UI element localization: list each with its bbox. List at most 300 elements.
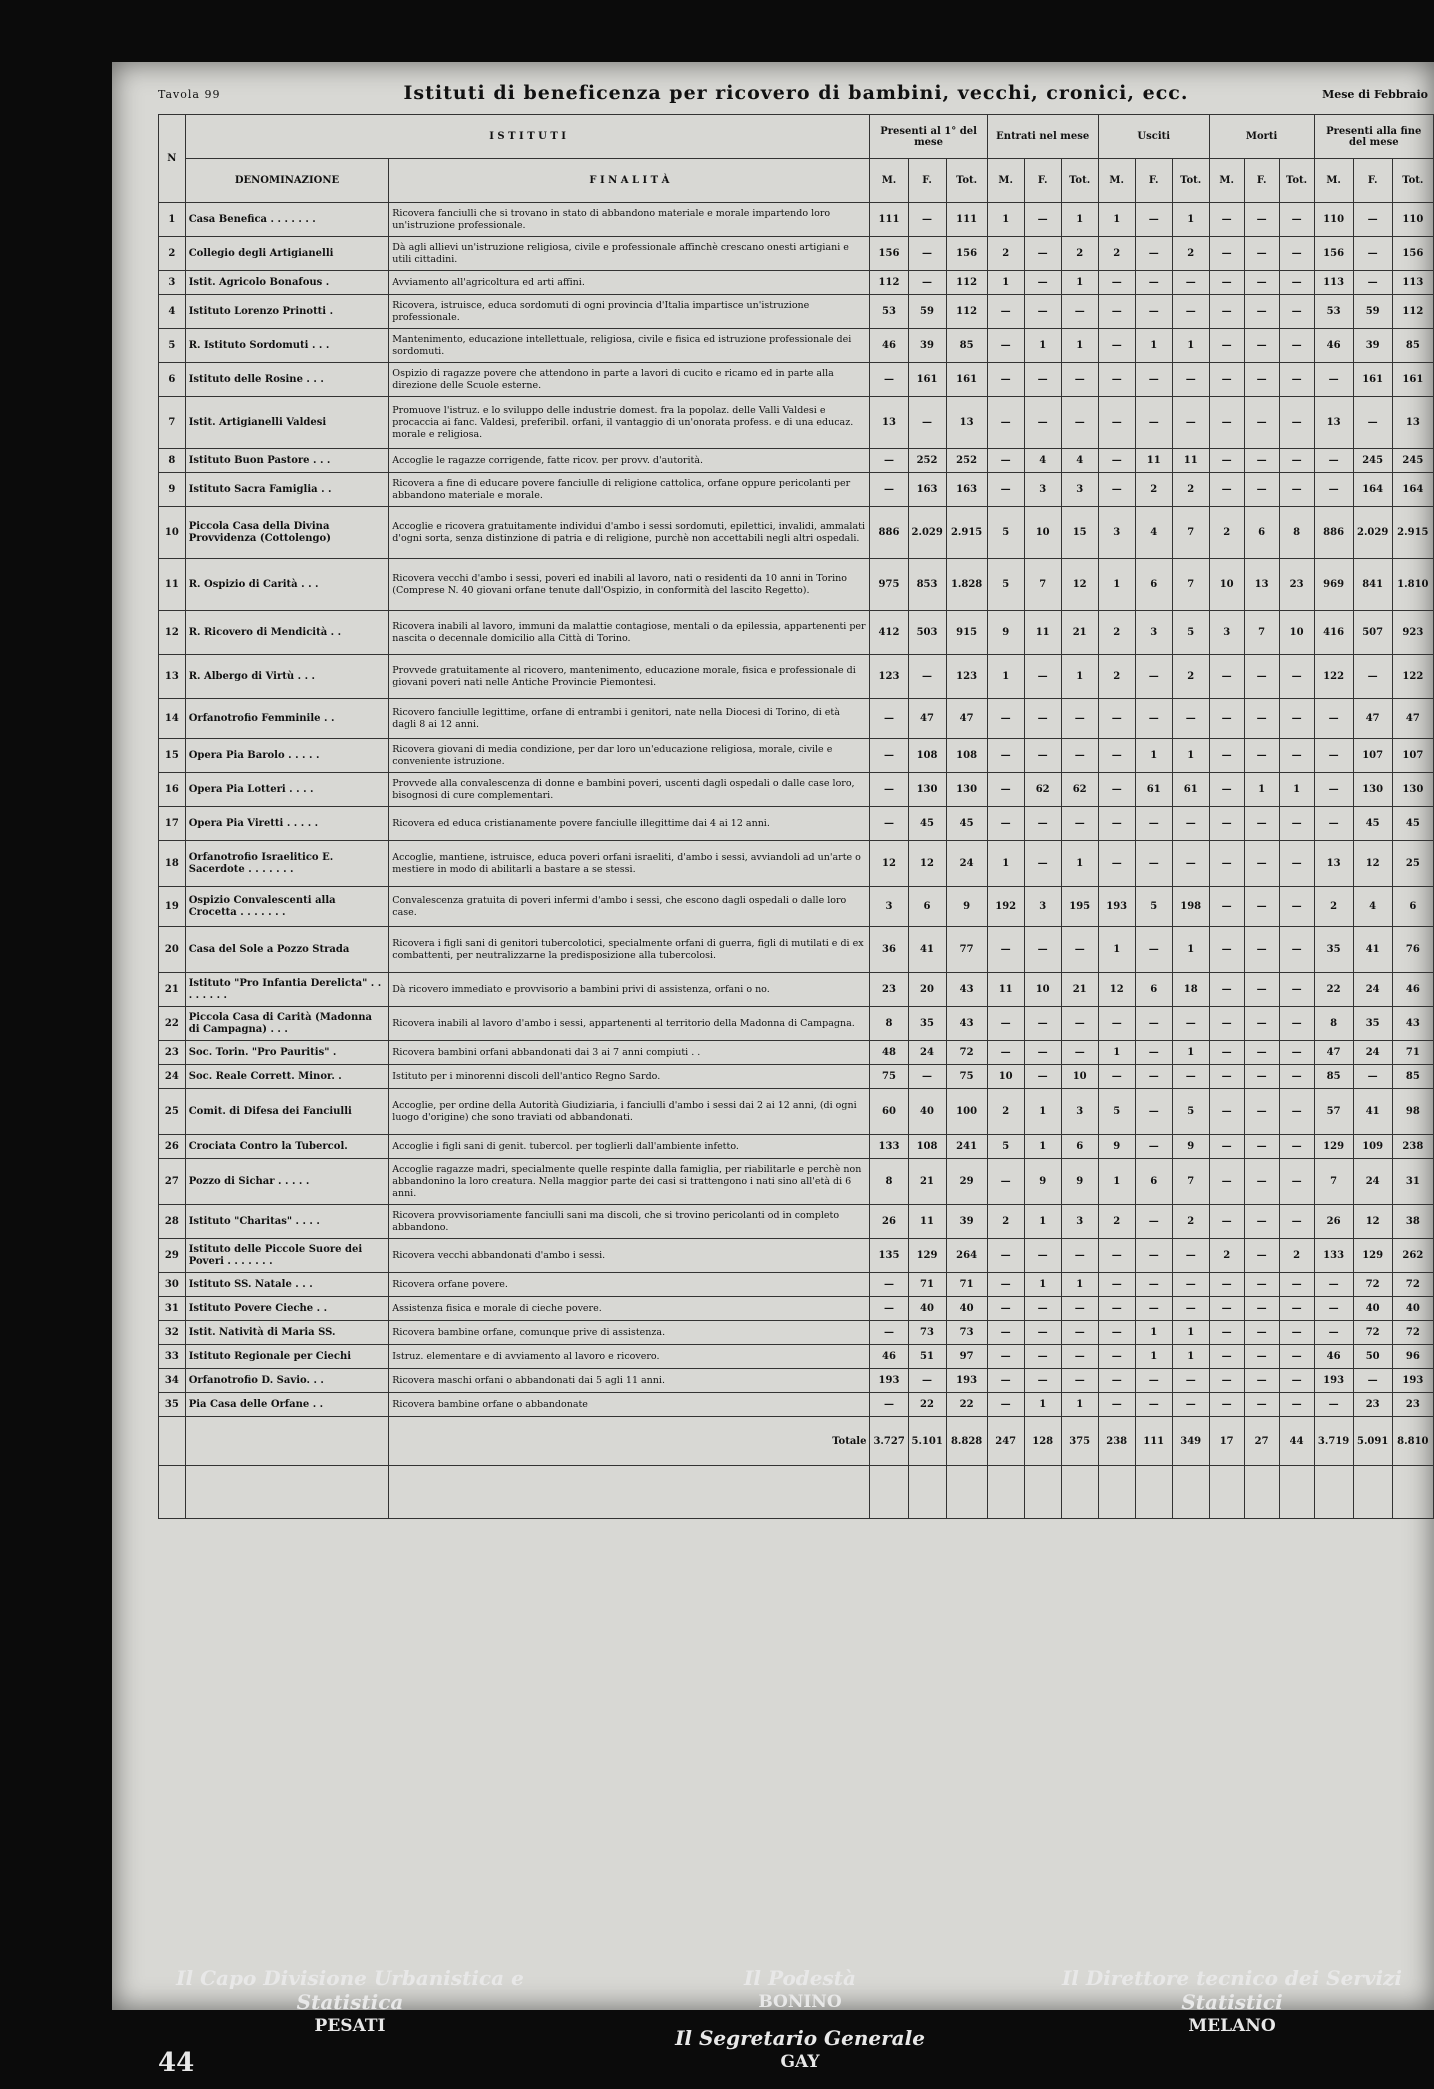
count-cell: 46 [1392,973,1433,1007]
count-cell: 47 [1353,699,1392,739]
count-cell: — [870,449,908,473]
count-cell: — [1135,1239,1172,1273]
count-cell: 11 [908,1205,946,1239]
count-cell: 1 [1135,329,1172,363]
count-cell: — [1061,295,1098,329]
count-cell: 45 [946,807,987,841]
count-cell: 24 [946,841,987,887]
count-cell: — [1314,1273,1353,1297]
count-cell: 130 [946,773,987,807]
count-cell: 21 [908,1159,946,1205]
count-cell: 46 [870,329,908,363]
institute-name: Istituto "Charitas" . . . . [185,1205,389,1239]
count-cell: — [1209,363,1244,397]
count-cell: — [1244,1369,1279,1393]
count-cell: 10 [987,1065,1024,1089]
count-cell: 8 [1314,1007,1353,1041]
institute-purpose: Ricovera provvisoriamente fanciulli sani ma discoli, che si trovino pericolanti od in completo abbandono. [389,1205,870,1239]
count-cell: — [1279,1297,1314,1321]
count-cell: — [1244,363,1279,397]
row-number: 5 [159,329,186,363]
count-cell: — [1353,237,1392,271]
count-cell: 20 [908,973,946,1007]
table-row [159,1321,1434,1345]
col-presenti-fine-m: M. [1314,159,1353,203]
table-row [159,559,1434,611]
signature-block [0,1966,1434,2086]
count-cell: 4 [1353,887,1392,927]
count-cell: 1 [1024,1273,1061,1297]
count-cell: 123 [946,655,987,699]
count-cell: — [1135,295,1172,329]
count-cell: 85 [1392,1065,1433,1089]
row-number: 30 [159,1273,186,1297]
count-cell: — [1279,203,1314,237]
count-cell: 13 [946,397,987,449]
count-cell: — [1244,1205,1279,1239]
count-cell: 2 [1172,1205,1209,1239]
count-cell: — [1209,473,1244,507]
count-cell: — [987,1369,1024,1393]
count-cell: 2 [1209,507,1244,559]
institute-purpose: Ricovera maschi orfani o abbandonati dai 5 agli 11 anni. [389,1369,870,1393]
count-cell: 111 [946,203,987,237]
count-cell: — [1061,1297,1098,1321]
total-cell: 111 [1135,1417,1172,1466]
count-cell: 416 [1314,611,1353,655]
count-cell: — [1244,1065,1279,1089]
count-cell: — [987,473,1024,507]
blank-cell [908,1466,946,1519]
col-presenti-inizio: Presenti al 1° del mese [870,115,987,159]
count-cell: — [1209,1159,1244,1205]
count-cell: 72 [946,1041,987,1065]
count-cell: 46 [870,1345,908,1369]
count-cell: — [1098,841,1135,887]
register-sheet [112,62,1434,2010]
count-cell: 7 [1244,611,1279,655]
count-cell: — [1244,927,1279,973]
count-cell: — [1279,1369,1314,1393]
count-cell: — [870,1273,908,1297]
count-cell: 1 [1024,1205,1061,1239]
count-cell: — [1135,1205,1172,1239]
count-cell: — [1209,807,1244,841]
count-cell: — [1209,1345,1244,1369]
count-cell: — [1279,887,1314,927]
count-cell: 1 [987,655,1024,699]
count-cell: 198 [1172,887,1209,927]
table-row [159,887,1434,927]
table-row [159,1239,1434,1273]
count-cell: 5 [987,507,1024,559]
count-cell: — [1172,1369,1209,1393]
count-cell: 1 [1135,1345,1172,1369]
institute-name: Opera Pia Lotteri . . . . [185,773,389,807]
count-cell: — [1209,773,1244,807]
blank-cell [1279,1466,1314,1519]
count-cell: — [1244,1135,1279,1159]
institute-purpose: Ricovera vecchi d'ambo i sessi, poveri ed inabili al lavoro, nati o residenti da 10 anni in Torino (Comprese N. 40 giovani orfane tenute dall'Ospizio, in conformità del lascito Regetto). [389,559,870,611]
count-cell: — [908,237,946,271]
count-cell: 22 [1314,973,1353,1007]
count-cell: — [1314,449,1353,473]
signature-capo-divisione: Il Capo Divisione Urbanistica e Statistica PESATI [176,1966,524,2036]
count-cell: 61 [1172,773,1209,807]
count-cell: 7 [1024,559,1061,611]
count-cell: — [1135,1135,1172,1159]
count-cell: — [987,449,1024,473]
count-cell: — [1098,773,1135,807]
institute-purpose: Ricovera inabili al lavoro d'ambo i sessi, appartenenti al territorio della Madonna di Campagna. [389,1007,870,1041]
count-cell: — [1024,203,1061,237]
count-cell: 1 [1061,655,1098,699]
table-row [159,1297,1434,1321]
count-cell: 6 [908,887,946,927]
count-cell: 18 [1172,973,1209,1007]
col-n: N [159,115,186,203]
institute-purpose: Assistenza fisica e morale di cieche povere. [389,1297,870,1321]
count-cell: — [1135,203,1172,237]
count-cell: 135 [870,1239,908,1273]
row-number: 32 [159,1321,186,1345]
count-cell: 9 [1172,1135,1209,1159]
count-cell: 11 [1135,449,1172,473]
count-cell: — [1279,1273,1314,1297]
count-cell: — [1172,397,1209,449]
count-cell: 853 [908,559,946,611]
institute-name: R. Istituto Sordomuti . . . [185,329,389,363]
table-row [159,655,1434,699]
count-cell: — [1353,1065,1392,1089]
institute-purpose: Accoglie, mantiene, istruisce, educa poveri orfani israeliti, d'ambo i sessi, avviandoli ad un'arte o mestiere in modo di abilitarli a bastare a se stessi. [389,841,870,887]
totals-label: Totale [389,1417,870,1466]
count-cell: 156 [946,237,987,271]
count-cell: — [1135,1273,1172,1297]
count-cell: — [1279,739,1314,773]
blank-cell [1353,1466,1392,1519]
count-cell: 156 [1392,237,1433,271]
count-cell: 10 [1024,973,1061,1007]
count-cell: — [1209,329,1244,363]
blank-cell [1024,1466,1061,1519]
count-cell: 9 [1061,1159,1098,1205]
total-cell: 17 [1209,1417,1244,1466]
count-cell: 2 [1098,655,1135,699]
row-number: 8 [159,449,186,473]
count-cell: — [1024,1297,1061,1321]
count-cell: — [1244,473,1279,507]
count-cell: 2.915 [946,507,987,559]
count-cell: 112 [1392,295,1433,329]
count-cell: — [1209,1007,1244,1041]
count-cell: 9 [1098,1135,1135,1159]
institute-name: Istituto Sacra Famiglia . . [185,473,389,507]
count-cell: — [1209,739,1244,773]
count-cell: 13 [1314,841,1353,887]
count-cell: 2 [1098,611,1135,655]
count-cell: 4 [1024,449,1061,473]
totals-row [159,1417,1434,1466]
count-cell: — [1209,1369,1244,1393]
count-cell: — [1135,1065,1172,1089]
institute-name: Soc. Reale Corrett. Minor. . [185,1065,389,1089]
count-cell: 2 [1135,473,1172,507]
row-number: 20 [159,927,186,973]
count-cell: — [1314,739,1353,773]
total-cell: 128 [1024,1417,1061,1466]
col-entrati-tot: Tot. [1061,159,1098,203]
table-row [159,1205,1434,1239]
institute-name: Istituto Povere Cieche . . [185,1297,389,1321]
count-cell: 98 [1392,1089,1433,1135]
count-cell: 35 [1314,927,1353,973]
table-row [159,1065,1434,1089]
col-presenti-inizio-m: M. [870,159,908,203]
count-cell: — [1244,271,1279,295]
count-cell: 23 [1279,559,1314,611]
total-cell: 375 [1061,1417,1098,1466]
count-cell: 133 [870,1135,908,1159]
table-row [159,507,1434,559]
count-cell: 193 [946,1369,987,1393]
count-cell: 7 [1172,1159,1209,1205]
count-cell: — [1244,1159,1279,1205]
count-cell: — [1279,1159,1314,1205]
blank-cell [1061,1466,1098,1519]
institute-purpose: Ricovera, istruisce, educa sordomuti di ogni provincia d'Italia impartisce un'istruzione professionale. [389,295,870,329]
count-cell: 252 [908,449,946,473]
table-row [159,1369,1434,1393]
count-cell: — [870,473,908,507]
row-number: 21 [159,973,186,1007]
count-cell: 47 [1392,699,1433,739]
count-cell: 2 [987,1089,1024,1135]
blank-cell [389,1466,870,1519]
count-cell: 2.029 [1353,507,1392,559]
count-cell: — [870,1393,908,1417]
count-cell: 36 [870,927,908,973]
institute-purpose: Ricovera bambine orfane, comunque prive di assistenza. [389,1321,870,1345]
count-cell: 9 [987,611,1024,655]
count-cell: 238 [1392,1135,1433,1159]
count-cell: — [1061,807,1098,841]
table-row [159,927,1434,973]
count-cell: — [1279,449,1314,473]
count-cell: — [1098,397,1135,449]
count-cell: 12 [1353,841,1392,887]
count-cell: 24 [1353,1159,1392,1205]
count-cell: 164 [1353,473,1392,507]
count-cell: — [1061,699,1098,739]
count-cell: — [1353,271,1392,295]
blank-cell [159,1466,186,1519]
count-cell: — [1024,655,1061,699]
count-cell: 1 [987,203,1024,237]
count-cell: 107 [1392,739,1433,773]
count-cell: 57 [1314,1089,1353,1135]
count-cell: — [1244,739,1279,773]
col-denominazione: DENOMINAZIONE [185,159,389,203]
institute-purpose: Ricovera giovani di media condizione, per dar loro un'educazione religiosa, morale, civile e conveniente istruzione. [389,739,870,773]
count-cell: 47 [1314,1041,1353,1065]
count-cell: 2 [1209,1239,1244,1273]
count-cell: 76 [1392,927,1433,973]
count-cell: 73 [908,1321,946,1345]
count-cell: — [1061,1345,1098,1369]
row-number: 31 [159,1297,186,1321]
count-cell: 245 [1353,449,1392,473]
count-cell: 110 [1392,203,1433,237]
count-cell: 2 [1172,473,1209,507]
page-title: Istituti di beneficenza per ricovero di bambini, vecchi, cronici, ecc. [403,82,1189,104]
count-cell: — [1244,1007,1279,1041]
count-cell: 53 [1314,295,1353,329]
total-cell: 3.719 [1314,1417,1353,1466]
count-cell: — [1244,841,1279,887]
institute-purpose: Dà ricovero immediato e provvisorio a bambini privi di assistenza, orfani o no. [389,973,870,1007]
institute-purpose: Provvede gratuitamente al ricovero, mantenimento, educazione morale, fisica e professionale di giovani poveri nati nelle Antiche Provincie Piemontesi. [389,655,870,699]
institute-purpose: Ricovera vecchi abbandonati d'ambo i sessi. [389,1239,870,1273]
count-cell: 5 [1135,887,1172,927]
count-cell: 2 [1279,1239,1314,1273]
table-row [159,271,1434,295]
institute-name: Istituto Lorenzo Prinotti . [185,295,389,329]
count-cell: 241 [946,1135,987,1159]
count-cell: 1 [1279,773,1314,807]
table-row [159,1159,1434,1205]
count-cell: — [1024,237,1061,271]
count-cell: 24 [1353,973,1392,1007]
total-cell: 8.828 [946,1417,987,1466]
institute-name: Istituto delle Rosine . . . [185,363,389,397]
count-cell: — [987,363,1024,397]
institute-name: Orfanotrofio Femminile . . [185,699,389,739]
count-cell: 123 [870,655,908,699]
count-cell: 10 [1061,1065,1098,1089]
table-row [159,973,1434,1007]
count-cell: 2.029 [908,507,946,559]
count-cell: 130 [1392,773,1433,807]
count-cell: 35 [908,1007,946,1041]
count-cell: 22 [908,1393,946,1417]
institute-name: R. Ospizio di Carità . . . [185,559,389,611]
count-cell: — [987,1159,1024,1205]
count-cell: 41 [1353,927,1392,973]
count-cell: — [987,1321,1024,1345]
institute-purpose: Ricovera fanciulli che si trovano in stato di abbandono materiale e morale impartendo loro un'istruzione professionale. [389,203,870,237]
institute-purpose: Mantenimento, educazione intellettuale, religiosa, civile e fisica ed istruzione professionale dei sordomuti. [389,329,870,363]
table-row [159,203,1434,237]
totals-spacer [185,1417,389,1466]
count-cell: 109 [1353,1135,1392,1159]
count-cell: 5 [987,1135,1024,1159]
count-cell: — [1209,655,1244,699]
total-cell: 44 [1279,1417,1314,1466]
count-cell: — [1098,807,1135,841]
institute-name: Opera Pia Barolo . . . . . [185,739,389,773]
count-cell: — [1244,1239,1279,1273]
count-cell: 62 [1061,773,1098,807]
count-cell: 1 [1061,841,1098,887]
count-cell: 72 [1392,1273,1433,1297]
count-cell: 12 [1353,1205,1392,1239]
count-cell: — [1061,1007,1098,1041]
table-row [159,611,1434,655]
institute-name: Istituto delle Piccole Suore dei Poveri . . . . . . . [185,1239,389,1273]
count-cell: — [1061,927,1098,973]
count-cell: — [1279,329,1314,363]
count-cell: 85 [1392,329,1433,363]
count-cell: — [1098,1065,1135,1089]
count-cell: — [1172,1393,1209,1417]
count-cell: — [1135,927,1172,973]
count-cell: 112 [946,295,987,329]
col-usciti-f: F. [1135,159,1172,203]
count-cell: — [1061,397,1098,449]
count-cell: 8 [870,1159,908,1205]
count-cell: 72 [1353,1321,1392,1345]
institute-purpose: Ricovera ed educa cristianamente povere fanciulle illegittime dai 4 ai 12 anni. [389,807,870,841]
institute-purpose: Ricovera i figli sani di genitori tubercolotici, specialmente orfani di guerra, figli di mutilati e di ex combattenti, per neutralizzarne la predisposizione alla tubercolosi. [389,927,870,973]
count-cell: 50 [1353,1345,1392,1369]
count-cell: 156 [1314,237,1353,271]
count-cell: 45 [1353,807,1392,841]
institute-name: R. Albergo di Virtù . . . [185,655,389,699]
table-row [159,473,1434,507]
count-cell: — [1279,973,1314,1007]
count-cell: 43 [946,1007,987,1041]
count-cell: 41 [908,927,946,973]
count-cell: — [1098,1369,1135,1393]
count-cell: — [987,295,1024,329]
count-cell: — [987,1273,1024,1297]
count-cell: 24 [908,1041,946,1065]
count-cell: 1 [1061,271,1098,295]
count-cell: 1 [1172,329,1209,363]
count-cell: 23 [1392,1393,1433,1417]
col-presenti-fine: Presenti alla fine del mese [1314,115,1433,159]
count-cell: — [1172,699,1209,739]
count-cell: — [1135,1089,1172,1135]
table-row [159,1135,1434,1159]
month-label: Mese di Febbraio [1322,88,1428,101]
count-cell: 130 [908,773,946,807]
count-cell: 53 [870,295,908,329]
count-cell: 24 [1353,1041,1392,1065]
count-cell: 5 [1172,1089,1209,1135]
count-cell: 1 [1061,329,1098,363]
count-cell: 4 [1061,449,1098,473]
count-cell: 3 [1061,1089,1098,1135]
table-row [159,397,1434,449]
count-cell: 6 [1392,887,1433,927]
count-cell: 2 [1098,237,1135,271]
count-cell: — [1209,203,1244,237]
count-cell: 62 [1024,773,1061,807]
total-cell: 349 [1172,1417,1209,1466]
count-cell: 245 [1392,449,1433,473]
blank-cell [1135,1466,1172,1519]
count-cell: — [1098,449,1135,473]
count-cell: — [1024,397,1061,449]
count-cell: 122 [1314,655,1353,699]
count-cell: 39 [946,1205,987,1239]
count-cell: 264 [946,1239,987,1273]
count-cell: 35 [1353,1007,1392,1041]
count-cell: — [1279,655,1314,699]
count-cell: — [1061,1369,1098,1393]
